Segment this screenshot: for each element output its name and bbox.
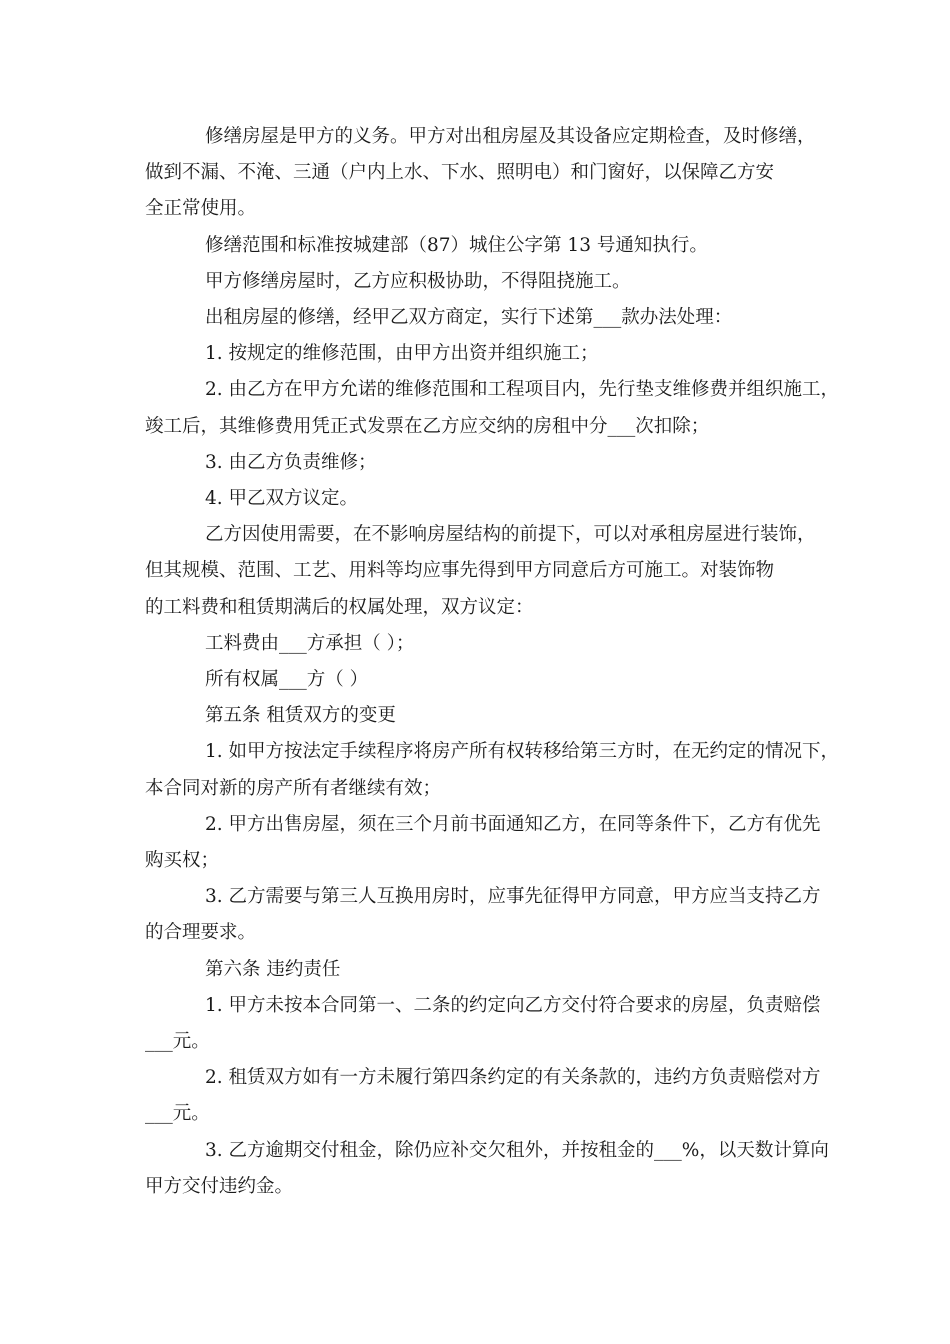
text-line: 3. 乙方逾期交付租金，除仍应补交欠租外，并按租金的___%，以天数计算向 xyxy=(205,1139,829,1161)
text-line: 3. 乙方需要与第三人互换用房时，应事先征得甲方同意，甲方应当支持乙方 xyxy=(205,886,821,908)
paragraph xyxy=(145,300,815,336)
text-line: 修缮房屋是甲方的义务。甲方对出租房屋及其设备应定期检查，及时修缮， xyxy=(205,126,816,147)
text-line: 第五条 租赁双方的变更 xyxy=(205,705,396,727)
paragraph xyxy=(145,228,815,264)
text-line: 2. 由乙方在甲方允诺的维修范围和工程项目内，先行垫支维修费并组织施工， xyxy=(205,379,840,401)
text-line: 全正常使用。 xyxy=(145,198,257,220)
paragraph xyxy=(145,807,821,879)
text-line: 乙方因使用需要，在不影响房屋结构的前提下，可以对承租房屋进行装饰， xyxy=(205,524,816,546)
paragraph xyxy=(145,445,815,481)
paragraph xyxy=(145,119,815,228)
text-line: 4. 甲乙双方议定。 xyxy=(205,488,359,510)
text-line: 出租房屋的修缮，经甲乙双方商定，实行下述第___款办法处理： xyxy=(205,307,733,329)
text-line: 但其规模、范围、工艺、用料等均应事先得到甲方同意后方可施工。对装饰物 xyxy=(145,560,775,582)
text-line: ___元。 xyxy=(145,1031,210,1053)
paragraph xyxy=(145,372,840,444)
text-line: 本合同对新的房产所有者继续有效； xyxy=(145,777,442,799)
text-line: 工料费由___方承担（ ）； xyxy=(205,632,415,654)
paragraph xyxy=(145,879,821,951)
paragraph xyxy=(145,336,815,372)
text-line: 甲方修缮房屋时，乙方应积极协助，不得阻挠施工。 xyxy=(205,270,631,292)
paragraph xyxy=(145,517,815,626)
text-line: 做到不漏、不淹、三通（户内上水、下水、照明电）和门窗好，以保障乙方安 xyxy=(145,162,775,184)
text-line: 1. 如甲方按法定手续程序将房产所有权转移给第三方时，在无约定的情况下， xyxy=(205,741,840,763)
text-line: 竣工后，其维修费用凭正式发票在乙方应交纳的房租中分___次扣除； xyxy=(145,415,710,437)
text-line: 修缮范围和标准按城建部（87）城住公字第 13 号通知执行。 xyxy=(205,234,708,256)
paragraph xyxy=(145,1060,821,1132)
paragraph xyxy=(145,698,815,734)
paragraph xyxy=(145,988,821,1060)
paragraph xyxy=(145,662,815,698)
text-line: 3. 由乙方负责维修； xyxy=(205,451,377,473)
text-line: 所有权属___方（ ） xyxy=(205,669,369,691)
document-body xyxy=(145,119,840,1205)
paragraph xyxy=(145,626,815,662)
text-line: 购买权； xyxy=(145,850,220,872)
text-line: 1. 甲方未按本合同第一、二条的约定向乙方交付符合要求的房屋，负责赔偿 xyxy=(205,994,821,1016)
text-line: 第六条 违约责任 xyxy=(205,958,341,980)
text-line: 的工料费和租赁期满后的权属处理，双方议定： xyxy=(145,596,534,618)
text-line: 的合理要求。 xyxy=(145,922,257,944)
paragraph xyxy=(145,481,815,517)
paragraph xyxy=(145,1133,829,1205)
paragraph xyxy=(145,952,815,988)
text-line: 甲方交付违约金。 xyxy=(145,1175,294,1197)
text-line: 2. 甲方出售房屋，须在三个月前书面通知乙方，在同等条件下，乙方有优先 xyxy=(205,813,821,835)
text-line: 2. 租赁双方如有一方未履行第四条约定的有关条款的，违约方负责赔偿对方 xyxy=(205,1067,821,1089)
paragraph xyxy=(145,264,815,300)
text-line: ___元。 xyxy=(145,1103,210,1125)
paragraph xyxy=(145,734,840,806)
text-line: 1. 按规定的维修范围，由甲方出资并组织施工； xyxy=(205,343,599,365)
